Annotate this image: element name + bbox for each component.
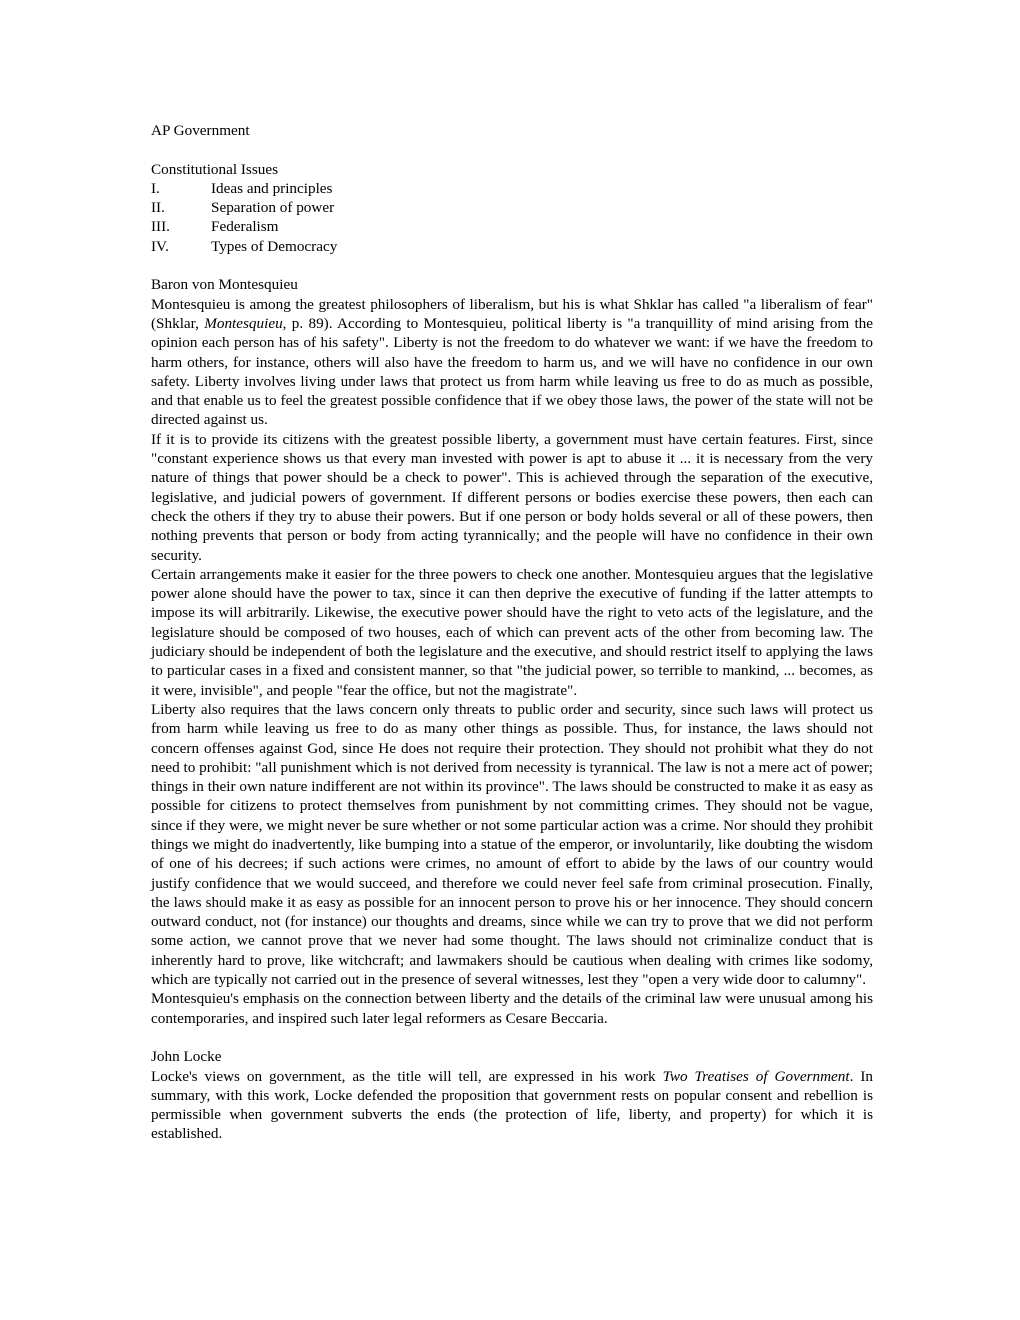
cited-work-title: Two Treatises of Government — [662, 1067, 850, 1085]
section-heading-montesquieu: Baron von Montesquieu — [151, 276, 298, 294]
outline-item-label: Federalism — [211, 218, 279, 236]
outline-item — [151, 217, 873, 236]
document-page — [151, 121, 873, 1144]
paragraph-text: Locke's views on government, as the title will tell, are expressed in his work — [151, 1067, 663, 1085]
blank-line — [151, 140, 873, 159]
outline-heading: Constitutional Issues — [151, 160, 278, 178]
paragraph-text: Montesquieu is among the greatest philosophers of liberalism, but his is what Shklar has called "a liberalism of fear" (Shklar, — [151, 295, 873, 332]
paragraph-text: , p. 89). According to Montesquieu, political liberty is "a tranquillity of mind arising from the opinion each person has of his safety". Liberty is not the freedom to do whatever we want: if we have the freedom to harm others, for instance, others will also have the freedom to harm us, and we will have no confidence in our own safety. Liberty involves living under laws that protect us from harm while leaving us free to do as much as possible, and that enable us to feel the greatest possible confidence that if we obey those laws, the power of the state will not be directed against us. — [151, 314, 873, 429]
outline-item-label: Types of Democracy — [211, 237, 338, 255]
montesquieu-section — [151, 275, 873, 1028]
paragraph-locke-government — [151, 1067, 873, 1144]
paragraph-laws-and-liberty: Liberty also requires that the laws concern only threats to public order and security, since such laws will protect us from harm while leaving us free to do as many other things as possible. Thus, for instance, the laws should not concern offenses against God, since He does not require their protection. They should not prohibit what they do not need to prohibit: "all punishment which is not derived from necessity is tyrannical. The law is not a mere act of power; things in their own nature indifferent are not within its province". The laws should be constructed to make it as easy as possible for citizens to protect themselves from punishment by not committing crimes. They should not be vague, since if they were, we might never be sure whether or not some particular action was a crime. Nor should they prohibit things we might do inadvertently, like bumping into a statue of the emperor, or involuntarily, like doubting the wisdom of one of his decrees; if such actions were crimes, no amount of effort to abide by the laws of our country would justify confidence that we would succeed, and therefore we could never feel safe from criminal prosecution. Finally, the laws should make it as easy as possible for an innocent person to prove his or her innocence. They should concern outward conduct, not (for instance) our thoughts and dreams, since while we can try to prove that we did not perform some action, we cannot prove that we never had some thought. The laws should not criminalize conduct that is inherently hard to prove, like witchcraft; and lawmakers should be cautious when dealing with crimes like sodomy, which are typically not carried out in the presence of several witnesses, lest they "open a very wide door to calumny". — [151, 700, 873, 989]
paragraph-criminal-law-legacy: Montesquieu's emphasis on the connection between liberty and the details of the criminal law were unusual among his contemporaries, and inspired such later legal reformers as Cesare Beccaria. — [151, 990, 873, 1027]
cited-work-title: Montesquieu — [204, 314, 283, 332]
paragraph-checks-arrangements: Certain arrangements make it easier for the three powers to check one another. Montesquieu argues that the legislative power alone should have the power to tax, since it can then deprive the executive of funding if the latter attempts to impose its will arbitrarily. Likewise, the executive power should have the right to veto acts of the legislature, and the legislature should be composed of two houses, each of which can prevent acts of the other from becoming law. The judiciary should be independent of both the legislature and the executive, and should restrict itself to applying the laws to particular cases in a fixed and consistent manner, so that "the judicial power, so terrible to mankind, ... becomes, as it were, invisible", and people "fear the office, but not the magistrate". — [151, 565, 873, 699]
section-heading-locke: John Locke — [151, 1048, 222, 1066]
blank-line — [151, 1028, 873, 1047]
outline-item-number: III. — [151, 218, 170, 236]
blank-line — [151, 256, 873, 275]
paragraph-separation-of-powers: If it is to provide its citizens with the greatest possible liberty, a government must have certain features. First, since "constant experience shows us that every man invested with power is apt to abuse it ... it is necessary from the very nature of things that power should be a check to power". This is achieved through the separation of the executive, legislative, and judicial powers of government. If different persons or bodies exercise these powers, then each can check the others if they try to abuse their powers. But if one person or body holds several or all of these powers, then nothing prevents that person or body from acting tyrannically; and the people will have no confidence in their own security. — [151, 430, 873, 564]
outline-item — [151, 179, 873, 198]
outline-item — [151, 198, 873, 217]
outline-item — [151, 237, 873, 256]
outline-item-label: Separation of power — [211, 199, 335, 217]
paragraph-text: . In summary, with this work, Locke defended the proposition that government rests on popular consent and rebellion is permissible when government subverts the ends (the protection of life, liberty, and property) for which it is established. — [151, 1067, 873, 1143]
outline-item-label: Ideas and principles — [211, 179, 333, 197]
outline-item-number: II. — [151, 199, 165, 217]
paragraph-liberty-definition — [151, 295, 873, 430]
document-title: AP Government — [151, 122, 250, 139]
outline-item-number: IV. — [151, 237, 169, 255]
outline-section — [151, 160, 873, 256]
locke-section — [151, 1047, 873, 1143]
outline-item-number: I. — [151, 179, 160, 197]
